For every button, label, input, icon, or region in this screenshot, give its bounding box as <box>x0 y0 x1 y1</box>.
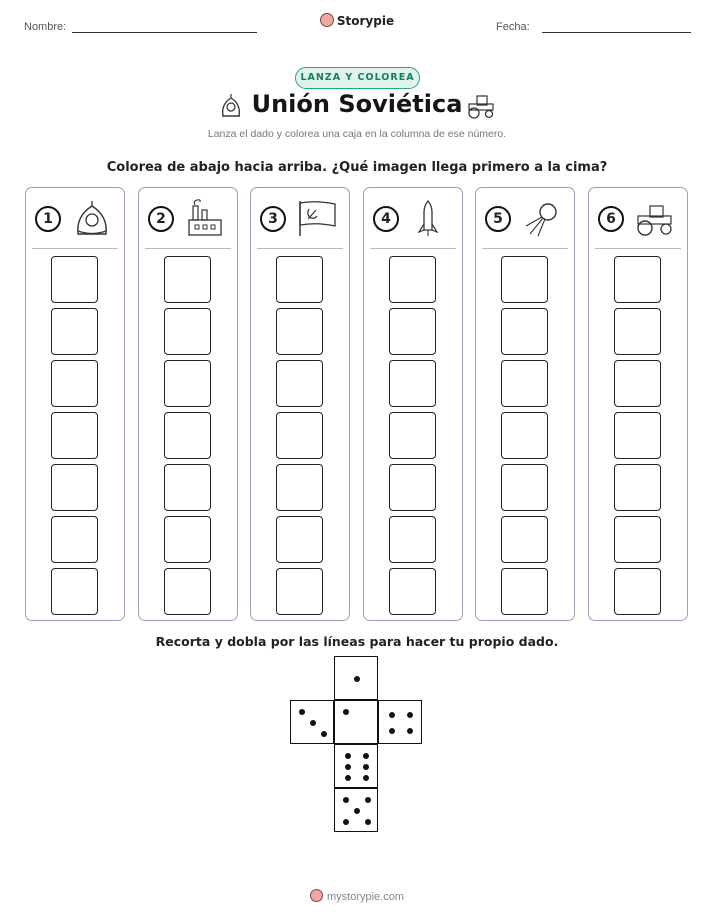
column-divider <box>257 248 343 249</box>
color-box[interactable] <box>164 412 211 459</box>
die-face-3 <box>290 700 334 744</box>
color-box[interactable] <box>614 256 661 303</box>
die-face-5 <box>334 788 378 832</box>
color-box[interactable] <box>51 464 98 511</box>
color-box[interactable] <box>51 360 98 407</box>
color-box[interactable] <box>501 256 548 303</box>
color-box[interactable] <box>614 516 661 563</box>
die-face-1 <box>334 700 378 744</box>
color-box[interactable] <box>389 568 436 615</box>
color-box[interactable] <box>164 308 211 355</box>
color-box[interactable] <box>501 308 548 355</box>
color-box[interactable] <box>276 412 323 459</box>
color-box[interactable] <box>51 308 98 355</box>
color-box[interactable] <box>276 464 323 511</box>
page-title: Unión Soviética <box>251 90 463 118</box>
column-number: 6 <box>598 206 624 232</box>
column-number: 5 <box>485 206 511 232</box>
column-2 <box>138 187 238 621</box>
column-6 <box>588 187 688 621</box>
color-box[interactable] <box>276 256 323 303</box>
die-net <box>290 656 426 836</box>
color-box[interactable] <box>389 308 436 355</box>
factory-icon <box>183 198 227 238</box>
column-3 <box>250 187 350 621</box>
color-box[interactable] <box>276 568 323 615</box>
die-face-1 <box>334 656 378 700</box>
color-box[interactable] <box>164 360 211 407</box>
color-box[interactable] <box>389 360 436 407</box>
color-box[interactable] <box>276 308 323 355</box>
color-box[interactable] <box>501 516 548 563</box>
rocket-icon <box>408 198 452 238</box>
name-label: Nombre: <box>24 21 67 33</box>
sputnik-icon <box>520 198 564 238</box>
color-box[interactable] <box>389 464 436 511</box>
color-box[interactable] <box>614 464 661 511</box>
column-divider <box>145 248 231 249</box>
color-box[interactable] <box>501 412 548 459</box>
color-instruction: Colorea de abajo hacia arriba. ¿Qué imagen llega primero a la cima? <box>106 160 608 175</box>
column-1 <box>25 187 125 621</box>
footer-url[interactable]: mystorypie.com <box>326 891 405 903</box>
tractor-icon <box>465 92 497 120</box>
color-box[interactable] <box>614 308 661 355</box>
space-capsule-icon <box>70 198 114 238</box>
color-box[interactable] <box>51 412 98 459</box>
brand-name: Storypie <box>336 14 395 28</box>
bear-logo-icon <box>310 889 323 902</box>
column-number: 1 <box>35 206 61 232</box>
color-box[interactable] <box>276 360 323 407</box>
soviet-flag-icon <box>295 198 339 238</box>
die-instruction: Recorta y dobla por las líneas para hacer tu propio dado. <box>155 634 559 649</box>
column-divider <box>32 248 118 249</box>
die-face-4 <box>378 700 422 744</box>
color-box[interactable] <box>51 516 98 563</box>
column-number: 4 <box>373 206 399 232</box>
column-divider <box>482 248 568 249</box>
color-box[interactable] <box>501 464 548 511</box>
activity-badge: LANZA Y COLOREA <box>295 67 420 89</box>
color-box[interactable] <box>389 516 436 563</box>
date-label: Fecha: <box>496 21 530 33</box>
column-number: 3 <box>260 206 286 232</box>
page-subtitle: Lanza el dado y colorea una caja en la columna de ese número. <box>207 128 507 140</box>
die-face-6 <box>334 744 378 788</box>
color-box[interactable] <box>614 412 661 459</box>
brand-logo <box>0 13 714 28</box>
column-5 <box>475 187 575 621</box>
color-box[interactable] <box>164 464 211 511</box>
color-box[interactable] <box>276 516 323 563</box>
bear-logo-icon <box>320 13 334 27</box>
color-box[interactable] <box>501 568 548 615</box>
color-box[interactable] <box>51 256 98 303</box>
tractor-icon <box>633 198 677 238</box>
color-box[interactable] <box>164 256 211 303</box>
color-box[interactable] <box>389 412 436 459</box>
color-box[interactable] <box>51 568 98 615</box>
color-box[interactable] <box>614 360 661 407</box>
name-field[interactable] <box>72 32 257 33</box>
column-number: 2 <box>148 206 174 232</box>
footer <box>0 889 714 903</box>
color-box[interactable] <box>164 516 211 563</box>
color-box[interactable] <box>614 568 661 615</box>
color-box[interactable] <box>389 256 436 303</box>
color-box[interactable] <box>164 568 211 615</box>
date-field[interactable] <box>542 32 691 33</box>
color-box[interactable] <box>501 360 548 407</box>
column-4 <box>363 187 463 621</box>
column-divider <box>370 248 456 249</box>
column-divider <box>595 248 681 249</box>
